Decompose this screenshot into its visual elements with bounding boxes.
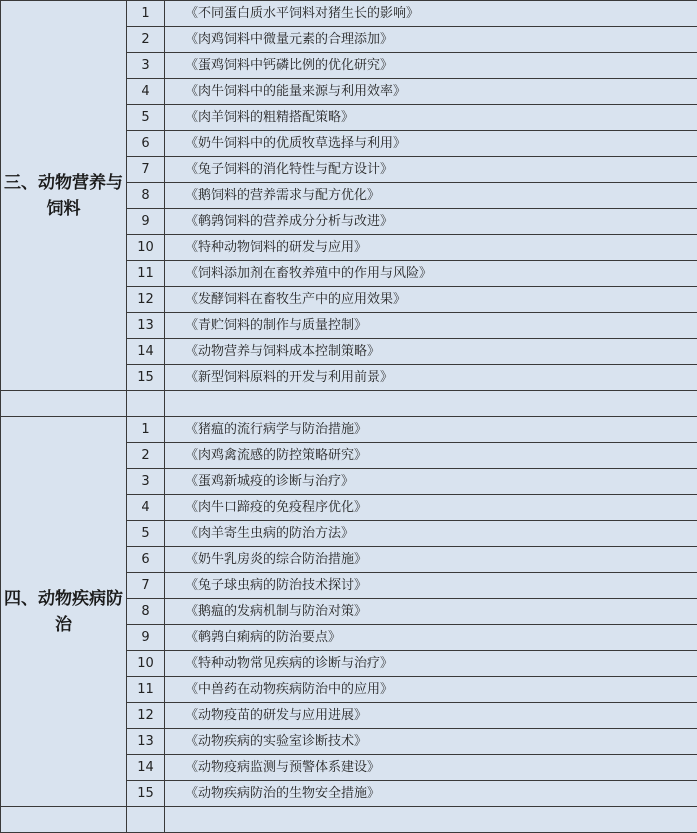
topic-title-cell: 《动物疾病的实验室诊断技术》	[165, 729, 697, 755]
topic-title-cell: 《饲料添加剂在畜牧养殖中的作用与风险》	[165, 261, 697, 287]
row-number-cell: 8	[127, 599, 165, 625]
row-number-cell: 2	[127, 443, 165, 469]
topic-title-cell: 《不同蛋白质水平饲料对猪生长的影响》	[165, 1, 697, 27]
empty-cell	[1, 807, 127, 833]
topic-title-cell: 《猪瘟的流行病学与防治措施》	[165, 417, 697, 443]
row-number-cell: 11	[127, 677, 165, 703]
category-cell: 三、动物营养与饲料	[1, 1, 127, 391]
topic-title-cell: 《动物疫苗的研发与应用进展》	[165, 703, 697, 729]
topic-title-cell: 《肉鸡禽流感的防控策略研究》	[165, 443, 697, 469]
row-number-cell: 3	[127, 53, 165, 79]
row-number-cell: 7	[127, 157, 165, 183]
row-number-cell: 12	[127, 703, 165, 729]
topic-title-cell: 《动物疫病监测与预警体系建设》	[165, 755, 697, 781]
empty-cell	[1, 391, 127, 417]
topic-title-cell: 《蛋鸡饲料中钙磷比例的优化研究》	[165, 53, 697, 79]
row-number-cell: 7	[127, 573, 165, 599]
row-number-cell: 14	[127, 339, 165, 365]
row-number-cell: 1	[127, 417, 165, 443]
topic-title-cell: 《青贮饲料的制作与质量控制》	[165, 313, 697, 339]
row-number-cell: 1	[127, 1, 165, 27]
topic-title-cell: 《奶牛乳房炎的综合防治措施》	[165, 547, 697, 573]
topic-title-cell: 《鹅瘟的发病机制与防治对策》	[165, 599, 697, 625]
row-number-cell: 15	[127, 781, 165, 807]
row-number-cell: 11	[127, 261, 165, 287]
table-row	[1, 1, 697, 27]
empty-cell	[127, 807, 165, 833]
topic-title-cell: 《特种动物常见疾病的诊断与治疗》	[165, 651, 697, 677]
row-number-cell: 12	[127, 287, 165, 313]
empty-separator-row	[1, 391, 697, 417]
row-number-cell: 6	[127, 547, 165, 573]
category-cell: 四、动物疾病防治	[1, 417, 127, 807]
empty-cell	[165, 807, 697, 833]
row-number-cell: 13	[127, 729, 165, 755]
row-number-cell: 10	[127, 651, 165, 677]
row-number-cell: 2	[127, 27, 165, 53]
topic-title-cell: 《肉羊饲料的粗精搭配策略》	[165, 105, 697, 131]
topic-title-cell: 《鹌鹑白痢病的防治要点》	[165, 625, 697, 651]
table-row	[1, 417, 697, 443]
topic-title-cell: 《中兽药在动物疾病防治中的应用》	[165, 677, 697, 703]
topic-title-cell: 《肉牛饲料中的能量来源与利用效率》	[165, 79, 697, 105]
row-number-cell: 5	[127, 521, 165, 547]
row-number-cell: 13	[127, 313, 165, 339]
empty-cell	[165, 391, 697, 417]
row-number-cell: 15	[127, 365, 165, 391]
topic-title-cell: 《发酵饲料在畜牧生产中的应用效果》	[165, 287, 697, 313]
empty-cell	[127, 391, 165, 417]
topic-title-cell: 《蛋鸡新城疫的诊断与治疗》	[165, 469, 697, 495]
empty-separator-row	[1, 807, 697, 833]
topic-title-cell: 《鹅饲料的营养需求与配方优化》	[165, 183, 697, 209]
topic-title-cell: 《特种动物饲料的研发与应用》	[165, 235, 697, 261]
row-number-cell: 14	[127, 755, 165, 781]
topic-title-cell: 《兔子饲料的消化特性与配方设计》	[165, 157, 697, 183]
row-number-cell: 4	[127, 495, 165, 521]
topic-title-cell: 《肉羊寄生虫病的防治方法》	[165, 521, 697, 547]
topic-title-cell: 《兔子球虫病的防治技术探讨》	[165, 573, 697, 599]
topic-title-cell: 《肉牛口蹄疫的免疫程序优化》	[165, 495, 697, 521]
topic-title-cell: 《新型饲料原料的开发与利用前景》	[165, 365, 697, 391]
row-number-cell: 6	[127, 131, 165, 157]
row-number-cell: 8	[127, 183, 165, 209]
row-number-cell: 5	[127, 105, 165, 131]
row-number-cell: 10	[127, 235, 165, 261]
row-number-cell: 9	[127, 209, 165, 235]
topic-title-cell: 《奶牛饲料中的优质牧草选择与利用》	[165, 131, 697, 157]
row-number-cell: 3	[127, 469, 165, 495]
topics-table-body	[1, 1, 697, 833]
row-number-cell: 4	[127, 79, 165, 105]
topic-title-cell: 《肉鸡饲料中微量元素的合理添加》	[165, 27, 697, 53]
topic-title-cell: 《动物营养与饲料成本控制策略》	[165, 339, 697, 365]
row-number-cell: 9	[127, 625, 165, 651]
topic-title-cell: 《鹌鹑饲料的营养成分分析与改进》	[165, 209, 697, 235]
topic-title-cell: 《动物疾病防治的生物安全措施》	[165, 781, 697, 807]
